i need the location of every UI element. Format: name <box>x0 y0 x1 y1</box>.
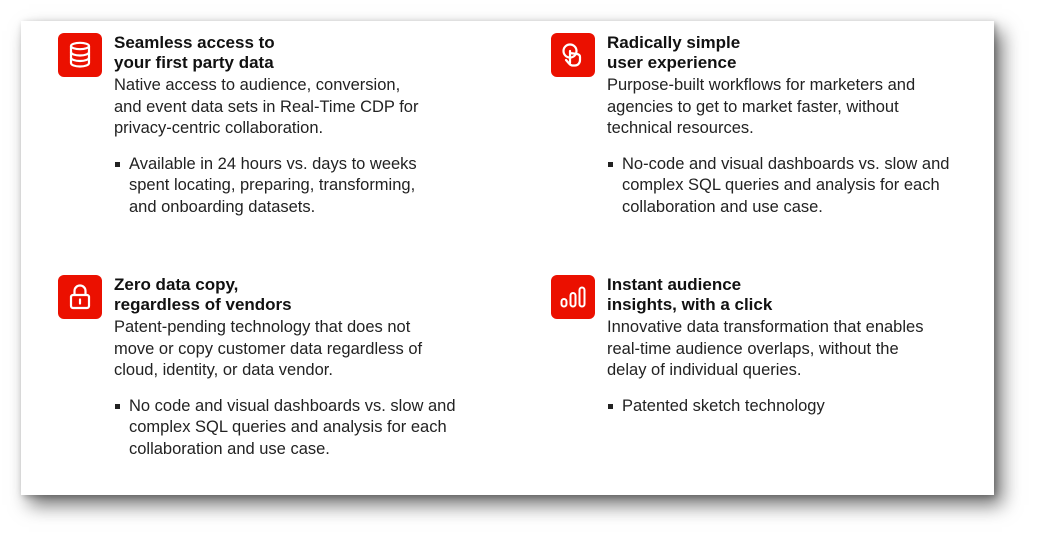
slide <box>21 21 994 495</box>
feature-bullet: No code and visual dashboards vs. slow and complex SQL queries and analysis for each collaboration and use case. <box>129 396 494 461</box>
bar-chart-icon <box>551 275 595 319</box>
feature-title: Zero data copy, regardless of vendors <box>114 275 292 314</box>
feature-description: Native access to audience, conversion, and event data sets in Real-Time CDP for privacy-centric collaboration. <box>114 76 419 137</box>
feature-content <box>114 33 494 218</box>
bullet-marker <box>608 162 613 167</box>
database-icon <box>58 33 102 77</box>
bullet-marker <box>608 404 613 409</box>
feature-content <box>607 275 987 417</box>
feature-bullet: Patented sketch technology <box>622 396 987 418</box>
lock-icon <box>58 275 102 319</box>
feature-description: Patent-pending technology that does not move or copy customer data regardless of cloud, identity, or data vendor. <box>114 318 423 379</box>
feature-bullet: Available in 24 hours vs. days to weeks spent locating, preparing, transforming, and onboarding datasets. <box>129 154 494 219</box>
feature-title: Seamless access to your first party data <box>114 33 275 72</box>
feature-description: Purpose-built workflows for marketers and agencies to get to market faster, without technical resources. <box>607 76 916 137</box>
feature-title: Radically simple user experience <box>607 33 741 72</box>
feature-content <box>607 33 987 218</box>
bullet-marker <box>115 162 120 167</box>
feature-content <box>114 275 494 460</box>
feature-description: Innovative data transformation that enables real-time audience overlaps, without the delay of individual queries. <box>607 318 924 379</box>
bullet-marker <box>115 404 120 409</box>
feature-title: Instant audience insights, with a click <box>607 275 773 314</box>
pointer-click-icon <box>551 33 595 77</box>
feature-bullet: No-code and visual dashboards vs. slow and complex SQL queries and analysis for each collaboration and use case. <box>622 154 987 219</box>
